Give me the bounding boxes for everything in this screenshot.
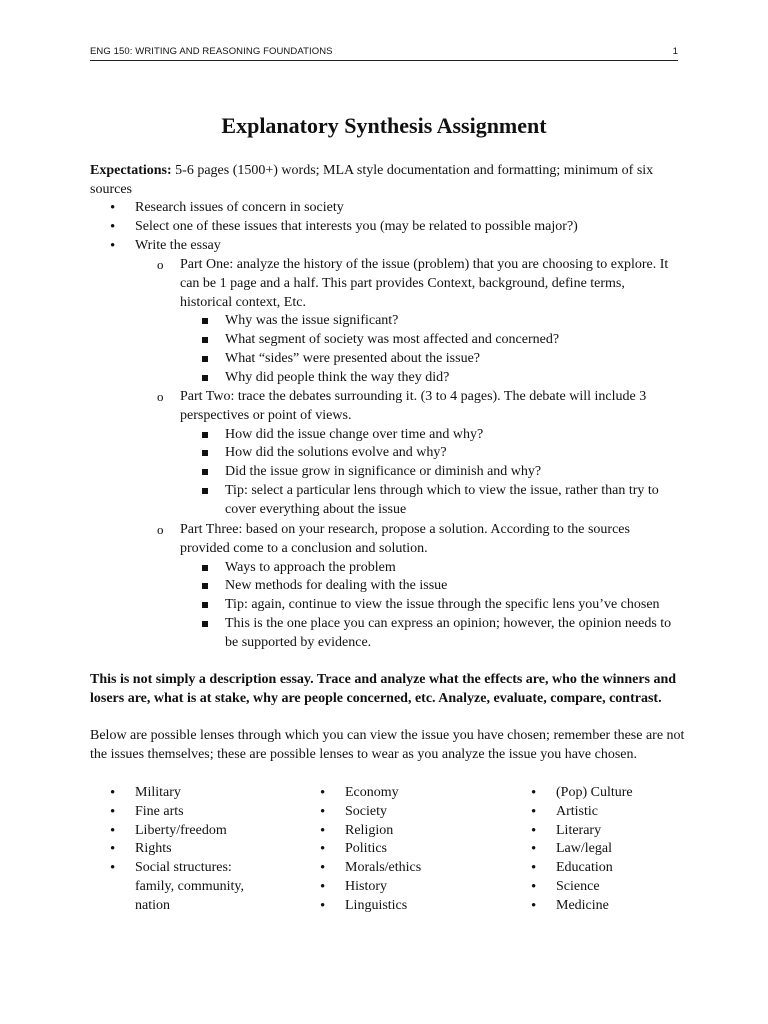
list-item	[135, 482, 680, 520]
question-text: How did the issue change over time and why?	[225, 426, 484, 442]
page-number: 1	[672, 46, 678, 57]
question-text: New methods for dealing with the issue	[225, 578, 448, 594]
emphasis-paragraph: This is not simply a description essay. Trace and analyze what the effects are, who the winners and losers are, what is at stake, why are people concerned, etc. Analyze, evaluate, compare, contrast.	[90, 672, 677, 706]
list-item: • History	[300, 878, 500, 897]
list-item	[135, 577, 680, 596]
circle-bullet-icon: o	[157, 522, 164, 537]
question-text: What segment of society was most affected and concerned?	[225, 332, 560, 348]
part-one-block	[135, 256, 680, 388]
square-bullet-icon	[202, 565, 208, 571]
question-text: Tip: again, continue to view the issue through the specific lens you’ve chosen	[225, 597, 660, 613]
square-bullet-icon	[202, 469, 208, 475]
expectations-text: 5-6 pages (1500+) words; MLA style documentation and formatting; minimum of six sources	[90, 163, 654, 197]
part-one-item	[135, 256, 680, 312]
square-bullet-icon	[202, 602, 208, 608]
running-header	[90, 46, 678, 61]
part-two-item	[135, 388, 680, 426]
list-item: • Morals/ethics	[300, 859, 500, 878]
question-text: Ways to approach the problem	[225, 559, 396, 575]
part-one-text: Part One: analyze the history of the issue (problem) that you are choosing to explore. It can be 1 page and a half. This part provides Context, background, define terms, historical context, Etc.	[180, 257, 669, 310]
list-item: • Research issues of concern in society	[90, 199, 678, 218]
lens-column-1	[90, 784, 290, 916]
square-bullet-icon	[202, 621, 208, 627]
circle-bullet-icon: o	[157, 389, 164, 404]
list-item	[135, 615, 680, 653]
list-item	[135, 426, 680, 445]
square-bullet-icon	[202, 356, 208, 362]
list-item: • Social structures: family, community, nation	[90, 859, 260, 915]
part-three-text: Part Three: based on your research, propose a solution. According to the sources provided come to a conclusion and solution.	[180, 522, 630, 556]
list-item	[135, 312, 680, 331]
lens-intro-paragraph: Below are possible lenses through which you can view the issue you have chosen; remember these are not the issues themselves; these are possible lenses to wear as you analyze the issue you have chosen.	[90, 728, 685, 762]
list-item: • Society	[300, 803, 500, 822]
expectations-paragraph	[90, 162, 660, 200]
question-text: Did the issue grow in significance or diminish and why?	[225, 464, 542, 480]
course-name: ENG 150: WRITING AND REASONING FOUNDATIONS	[90, 46, 333, 57]
list-item	[135, 463, 680, 482]
list-item: • Liberty/freedom	[90, 822, 290, 841]
list-item: • Military	[90, 784, 290, 803]
list-item: • Education	[511, 859, 711, 878]
question-text: How did the solutions evolve and why?	[225, 445, 447, 461]
list-item: • Linguistics	[300, 897, 500, 916]
steps-list	[90, 199, 678, 255]
part-three-item	[135, 521, 680, 559]
part-three-block	[135, 521, 680, 653]
part-two-text: Part Two: trace the debates surrounding it. (3 to 4 pages). The debate will include 3 perspectives or point of views.	[180, 389, 647, 423]
list-item	[135, 369, 680, 388]
list-item: • Religion	[300, 822, 500, 841]
list-item: • Law/legal	[511, 840, 711, 859]
part-two-block	[135, 388, 680, 520]
question-text: What “sides” were presented about the issue?	[225, 350, 481, 366]
list-item: • Write the essay	[90, 237, 678, 256]
list-item: • Literary	[511, 822, 711, 841]
question-text: This is the one place you can express an opinion; however, the opinion needs to be supported by evidence.	[225, 615, 672, 650]
question-text: Why was the issue significant?	[225, 313, 399, 329]
question-text: Why did people think the way they did?	[225, 369, 450, 385]
square-bullet-icon	[202, 337, 208, 343]
list-item: • Select one of these issues that interests you (may be related to possible major?)	[90, 218, 678, 237]
question-text: Tip: select a particular lens through which to view the issue, rather than try to cover everything about the issue	[225, 482, 659, 517]
square-bullet-icon	[202, 375, 208, 381]
list-item	[135, 350, 680, 369]
square-bullet-icon	[202, 450, 208, 456]
list-item: • Science	[511, 878, 711, 897]
list-item: • Politics	[300, 840, 500, 859]
list-item	[135, 596, 680, 615]
list-item: • Rights	[90, 840, 290, 859]
list-item: • Medicine	[511, 897, 711, 916]
square-bullet-icon	[202, 583, 208, 589]
square-bullet-icon	[202, 318, 208, 324]
circle-bullet-icon: o	[157, 257, 164, 272]
document-title: Explanatory Synthesis Assignment	[221, 113, 547, 138]
list-item	[135, 559, 680, 578]
list-item	[135, 444, 680, 463]
list-item: • Economy	[300, 784, 500, 803]
square-bullet-icon	[202, 432, 208, 438]
list-item: • Artistic	[511, 803, 711, 822]
list-item: • (Pop) Culture	[511, 784, 711, 803]
lens-column-2	[300, 784, 500, 916]
lens-column-3	[511, 784, 711, 916]
list-item	[135, 331, 680, 350]
list-item: • Fine arts	[90, 803, 290, 822]
expectations-label: Expectations:	[90, 163, 172, 178]
square-bullet-icon	[202, 488, 208, 494]
